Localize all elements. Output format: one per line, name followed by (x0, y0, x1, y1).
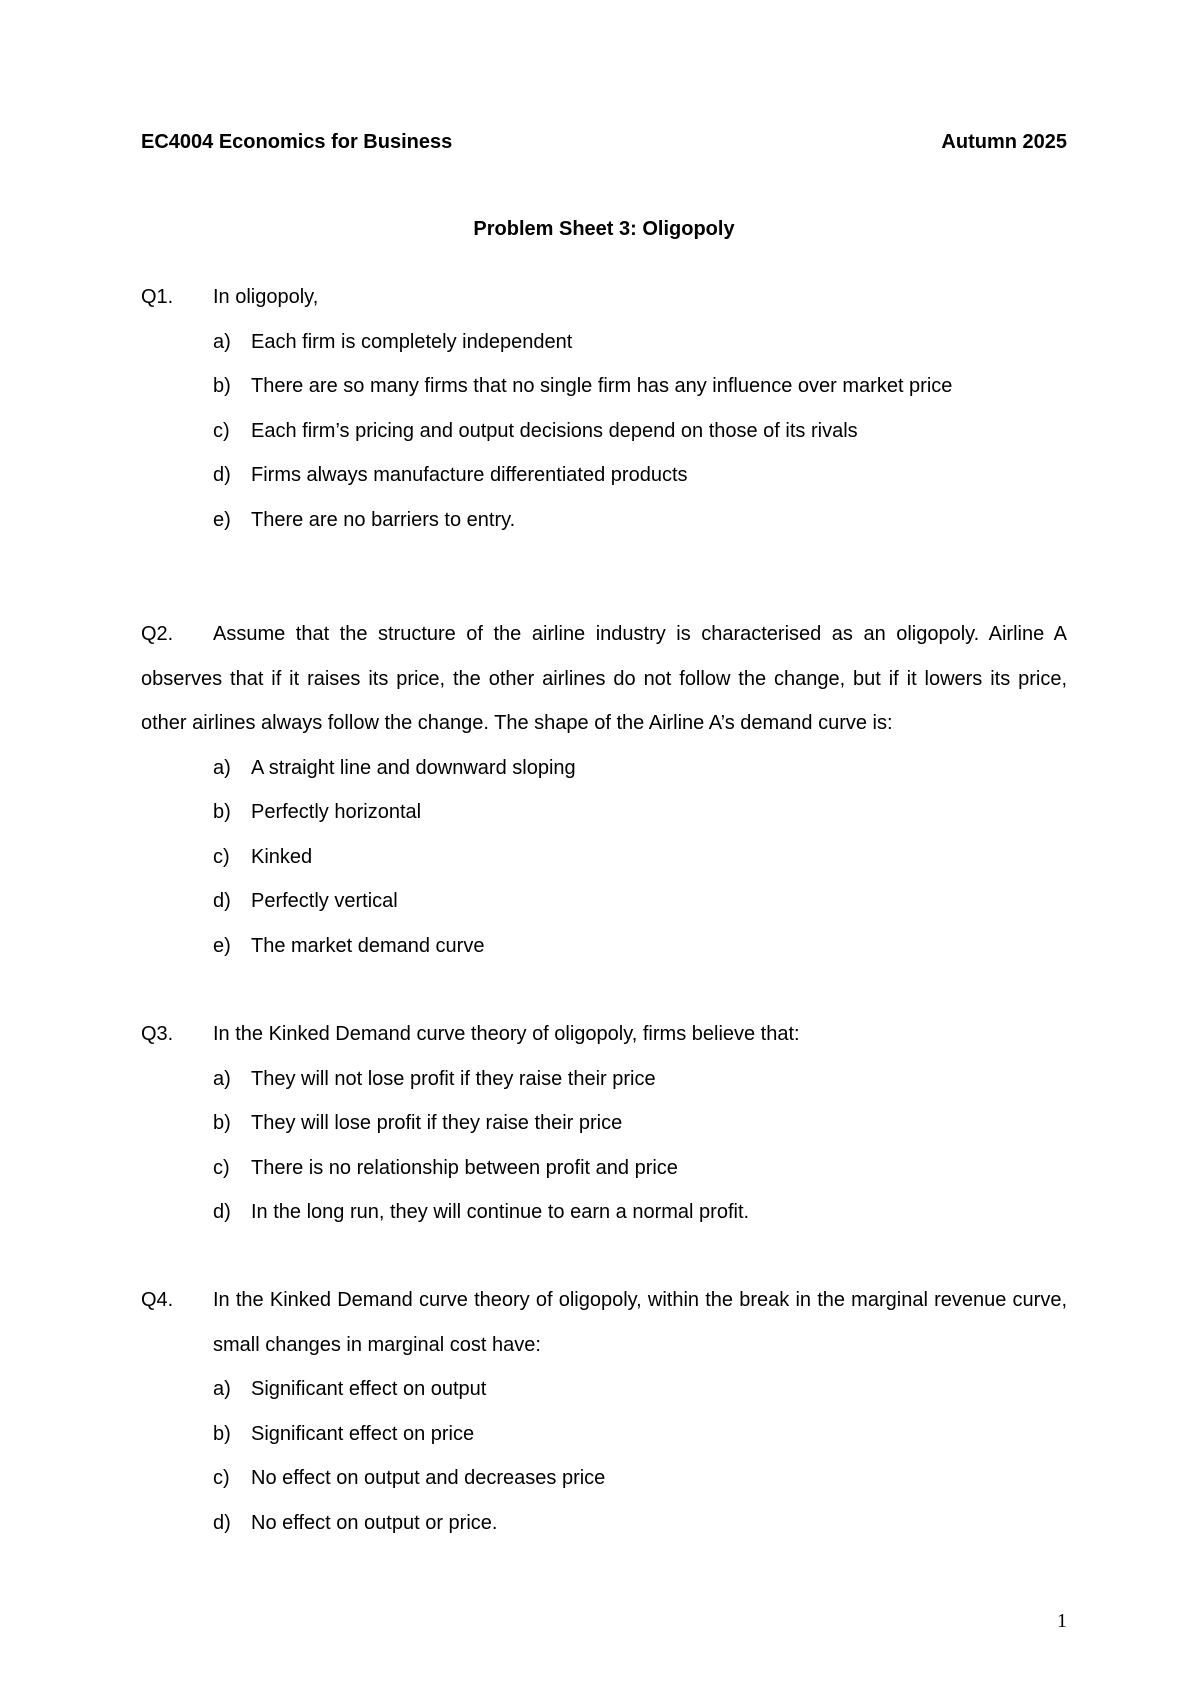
option-text: The market demand curve (251, 934, 485, 957)
page-number: 1 (1057, 1610, 1067, 1632)
option-text: Significant effect on price (251, 1422, 475, 1445)
option-letter: b) (213, 1422, 231, 1445)
option-text: There are no barriers to entry. (251, 508, 516, 531)
option-text: No effect on output or price. (251, 1511, 498, 1534)
option-letter: d) (213, 890, 231, 912)
question-number: Q3. (141, 1023, 174, 1045)
option-text: There is no relationship between profit and price (251, 1156, 678, 1179)
term-label: Autumn 2025 (941, 130, 1067, 153)
option-text: Each firm is completely independent (251, 330, 573, 353)
question-4 (141, 1278, 1067, 1545)
option-text: No effect on output and decreases price (251, 1467, 606, 1489)
option-item (141, 409, 1067, 454)
option-item (141, 790, 1067, 835)
option-item (141, 835, 1067, 880)
option-item (141, 498, 1067, 543)
option-letter: b) (213, 1112, 231, 1134)
question-stem (141, 1278, 1067, 1367)
question-number: Q4. (141, 1289, 174, 1311)
option-item (141, 1101, 1067, 1146)
option-letter: a) (213, 756, 231, 779)
option-letter: a) (213, 1378, 231, 1400)
option-letter: a) (213, 330, 231, 353)
option-item (141, 746, 1067, 791)
option-letter: b) (213, 375, 231, 397)
option-item (141, 1190, 1067, 1235)
question-text: In the Kinked Demand curve theory of oligopoly, firms believe that: (213, 1023, 800, 1045)
course-title: EC4004 Economics for Business (141, 130, 453, 153)
option-text: Perfectly vertical (251, 890, 398, 912)
option-letter: d) (213, 1511, 231, 1534)
question-stem (141, 275, 1067, 320)
question-number: Q2. (141, 623, 174, 645)
option-letter: d) (213, 1201, 231, 1223)
option-text: A straight line and downward sloping (251, 756, 576, 779)
option-letter: c) (213, 845, 230, 868)
option-item (141, 879, 1067, 924)
option-text: Significant effect on output (251, 1378, 487, 1400)
option-item (141, 320, 1067, 365)
option-list (141, 320, 1067, 543)
option-text: Kinked (251, 845, 313, 868)
option-item (141, 1456, 1067, 1501)
option-item (141, 453, 1067, 498)
option-text: Each firm’s pricing and output decisions depend on those of its rivals (251, 419, 858, 442)
question-text: In oligopoly, (213, 286, 319, 308)
question-1 (141, 275, 1067, 542)
option-letter: c) (213, 1156, 230, 1179)
question-stem (141, 1012, 1067, 1057)
option-item (141, 364, 1067, 409)
option-letter: b) (213, 801, 231, 823)
question-text: Assume that the structure of the airline industry is characterised as an oligopoly. Airline A observes that if it raises its price, the other airlines do not follow the change, but if it lowers its price, other airlines always follow the change. The shape of the Airline A’s demand curve is: (141, 623, 1067, 734)
option-text: In the long run, they will continue to earn a normal profit. (251, 1201, 750, 1223)
option-item (141, 1146, 1067, 1191)
option-item (141, 1057, 1067, 1102)
option-text: Firms always manufacture differentiated products (251, 464, 688, 486)
option-text: They will not lose profit if they raise their price (251, 1067, 656, 1090)
question-stem (141, 612, 1067, 746)
option-list (141, 1367, 1067, 1545)
option-letter: e) (213, 508, 231, 531)
question-2 (141, 612, 1067, 968)
option-letter: c) (213, 419, 230, 442)
document-header (141, 127, 1067, 157)
option-letter: d) (213, 464, 231, 486)
option-item (141, 1501, 1067, 1546)
option-text: There are so many firms that no single firm has any influence over market price (251, 375, 953, 397)
sheet-title: Problem Sheet 3: Oligopoly (473, 218, 735, 240)
option-text: They will lose profit if they raise their price (251, 1112, 623, 1134)
option-letter: e) (213, 934, 231, 957)
question-number: Q1. (141, 286, 174, 308)
question-text: In the Kinked Demand curve theory of oligopoly, within the break in the marginal revenue curve, small changes in marginal cost have: (213, 1289, 1067, 1356)
option-list (141, 1057, 1067, 1235)
option-list (141, 746, 1067, 969)
question-3 (141, 1012, 1067, 1235)
option-text: Perfectly horizontal (251, 801, 422, 823)
option-letter: a) (213, 1067, 231, 1090)
option-item (141, 924, 1067, 969)
option-item (141, 1412, 1067, 1457)
option-letter: c) (213, 1467, 230, 1489)
option-item (141, 1367, 1067, 1412)
